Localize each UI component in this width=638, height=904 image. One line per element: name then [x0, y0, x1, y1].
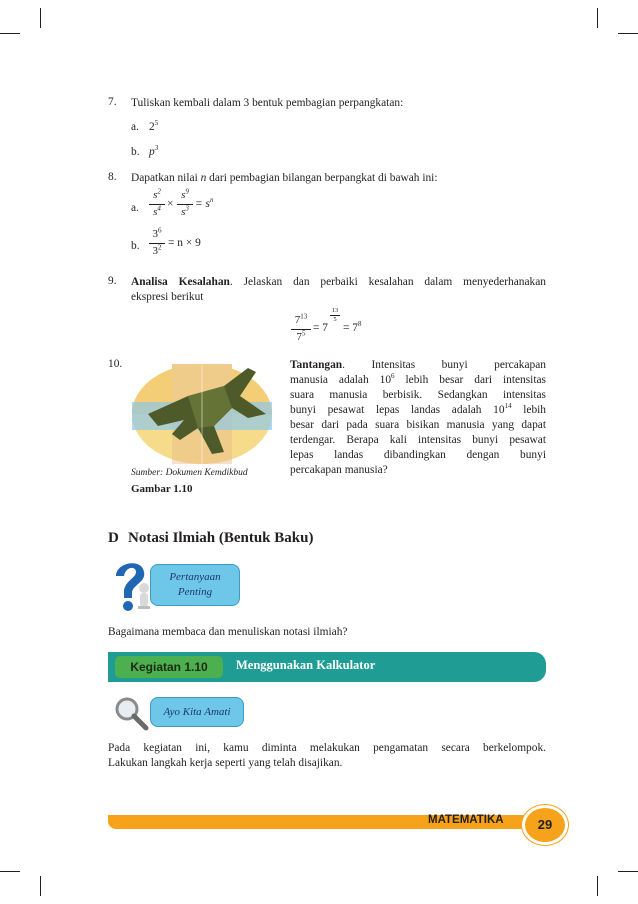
fraction-denominator: $s^4$: [153, 204, 161, 218]
figure-source: Sumber: Dokumen Kemdikbud: [131, 468, 248, 478]
fraction-denominator: $7^5$: [296, 329, 306, 343]
problem-8b-rhs: = n × 9: [168, 237, 201, 249]
fraction-bar: [291, 329, 311, 330]
section-title: Notasi Ilmiah (Bentuk Baku): [128, 530, 314, 546]
problem-8-text: Dapatkan nilai n dari pembagian bilangan berpangkat di bawah ini:: [131, 172, 438, 184]
crop-mark: [0, 871, 20, 872]
crop-mark: [40, 876, 41, 896]
question-mark-icon: [108, 556, 156, 612]
equation-result: = $7^8$: [343, 320, 362, 334]
crop-mark: [597, 8, 598, 28]
exponent-fraction: 13 5: [331, 307, 339, 323]
fraction-numerator: $7^{13}$: [294, 312, 308, 326]
fraction-numerator: $s^9$: [181, 187, 189, 201]
problem-7-text: Tuliskan kembali dalam 3 bentuk pembagian perpangkatan:: [131, 97, 404, 109]
section-body: Pada kegiatan ini, kamu diminta melakukan pengamatan secara berkelompok. Lakukan langkah kerja seperti yang telah disajikan.: [108, 742, 546, 769]
crop-mark: [597, 876, 598, 896]
problem-7b-expr: $p^3$: [149, 144, 159, 158]
observe-badge: Ayo Kita Amati: [150, 697, 244, 727]
crop-mark: [40, 8, 41, 28]
times-sign: ×: [167, 198, 174, 210]
problem-9-number: 9.: [108, 275, 117, 287]
problem-8b-label: b.: [131, 240, 140, 252]
fraction-numerator: $3^6$: [152, 226, 162, 240]
question-badge: Pertanyaan Penting: [150, 564, 240, 606]
section-letter: D: [108, 530, 119, 546]
problem-8-number: 8.: [108, 171, 117, 183]
problem-8a-label: a.: [131, 202, 139, 214]
fraction-bar: [149, 243, 165, 244]
crop-mark: [618, 871, 638, 872]
problem-9-text-2: ekspresi berikut: [131, 291, 204, 303]
problem-8a-result: = $s^n$: [195, 196, 214, 210]
problem-7-number: 7.: [108, 96, 117, 108]
problem-10-number: 10.: [108, 358, 123, 370]
crop-mark: [0, 33, 20, 34]
activity-label: Kegiatan 1.10: [115, 656, 223, 678]
jet-figure: [128, 356, 276, 468]
fraction-denominator: $3^2$: [152, 243, 162, 257]
fraction-denominator: $s^3$: [181, 204, 189, 218]
fraction-numerator: $s^2$: [153, 187, 161, 201]
section-question: Bagaimana membaca dan menuliskan notasi ilmiah?: [108, 626, 348, 638]
activity-title: Menggunakan Kalkulator: [236, 658, 376, 672]
problem-9-text: Analisa Kesalahan. Jelaskan dan perbaiki kesalahan dalam menyederhanakan: [131, 276, 546, 288]
crop-mark: [618, 33, 638, 34]
footer-subject: MATEMATIKA: [428, 814, 504, 826]
problem-7a-expr: $2^5$: [149, 119, 159, 133]
magnifier-icon: [112, 695, 150, 731]
page-number: 29: [522, 805, 568, 845]
problem-7a-label: a.: [131, 121, 139, 133]
equation-part: = 7: [313, 322, 328, 334]
problem-10-text: Tantangan. Intensitas bunyi percakapan manusia adalah $10^6$ lebih besar dari intensitas suara manusia berbisik. Sedangkan intensitas bunyi pesawat lepas landas adalah $10^{14}$ lebih besar dari pada suara bisikan manusia yang dapat terdengar. Berapa kali intensitas bunyi pesawat lepas landas dibandingkan dengan bunyi percakapan manusia?: [290, 359, 546, 476]
figure-caption: Gambar 1.10: [131, 483, 193, 495]
problem-7b-label: b.: [131, 146, 140, 158]
